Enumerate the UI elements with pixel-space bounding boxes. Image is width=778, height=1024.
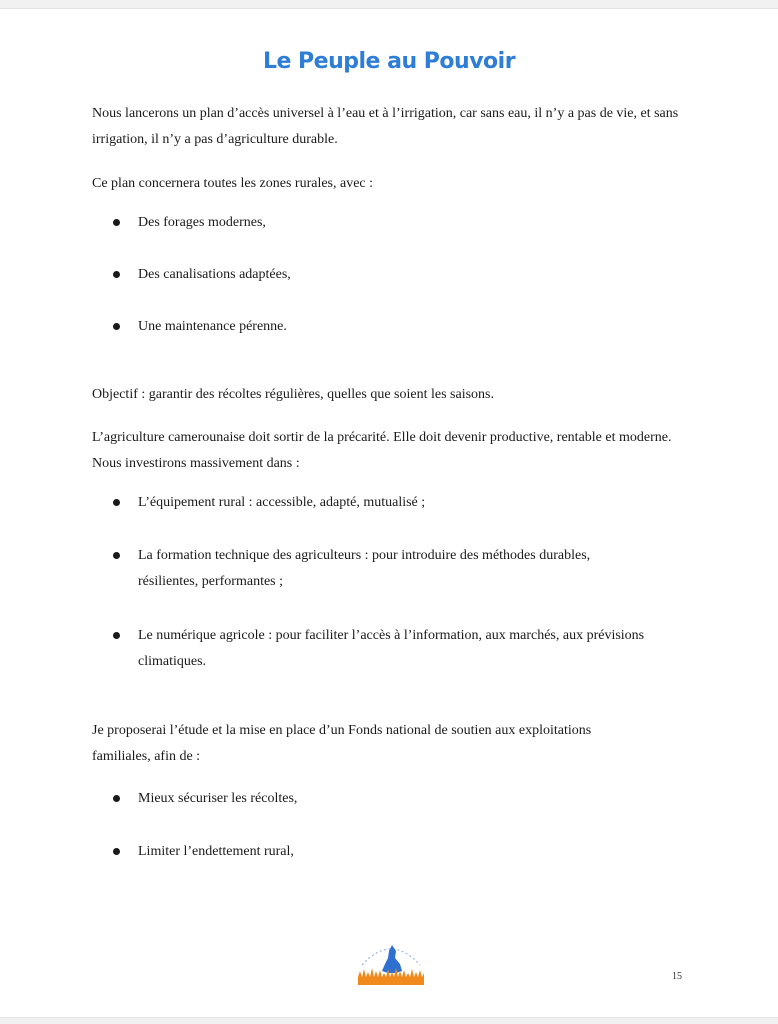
bullet-icon — [113, 271, 120, 278]
bullet-icon — [113, 552, 120, 559]
plan-list-item: Des canalisations adaptées, — [138, 267, 291, 282]
page-title: Le Peuple au Pouvoir — [262, 49, 516, 74]
agriculture-paragraph: L’agriculture camerounaise doit sortir de la précarité. Elle doit devenir productive, rentable et moderne. Nous investirons massivement dans : — [92, 430, 672, 471]
plan-lead-paragraph: Ce plan concernera toutes les zones rurales, avec : — [92, 176, 374, 191]
intro-paragraph: Nous lancerons un plan d’accès universel à l’eau et à l’irrigation, car sans eau, il n’y a pas de vie, et sans irrigation, il n’y a pas d’agriculture durable. — [92, 106, 679, 147]
document-page — [0, 8, 778, 1018]
invest-list-item: La formation technique des agriculteurs : pour introduire des méthodes durables, résilientes, performantes ; — [138, 548, 591, 589]
bullet-icon — [113, 848, 120, 855]
bullet-icon — [113, 323, 120, 330]
bullet-icon — [113, 219, 120, 226]
bullet-icon — [113, 632, 120, 639]
bullet-icon — [113, 795, 120, 802]
invest-list-item: L’équipement rural : accessible, adapté, mutualisé ; — [138, 495, 426, 510]
cameroon-map-logo-icon — [352, 931, 430, 989]
plan-list-item: Des forages modernes, — [138, 215, 266, 230]
bullet-icon — [113, 499, 120, 506]
plan-list-item: Une maintenance pérenne. — [138, 319, 287, 334]
invest-list-item: Le numérique agricole : pour faciliter l’accès à l’information, aux marchés, aux prévisions climatiques. — [138, 628, 645, 669]
page-number: 15 — [672, 971, 682, 982]
fund-list-item: Limiter l’endettement rural, — [138, 844, 294, 859]
objective-paragraph: Objectif : garantir des récoltes régulières, quelles que soient les saisons. — [92, 387, 494, 402]
fund-list-item: Mieux sécuriser les récoltes, — [138, 791, 298, 806]
fund-paragraph: Je proposerai l’étude et la mise en place d’un Fonds national de soutien aux exploitations familiales, afin de : — [92, 723, 592, 764]
